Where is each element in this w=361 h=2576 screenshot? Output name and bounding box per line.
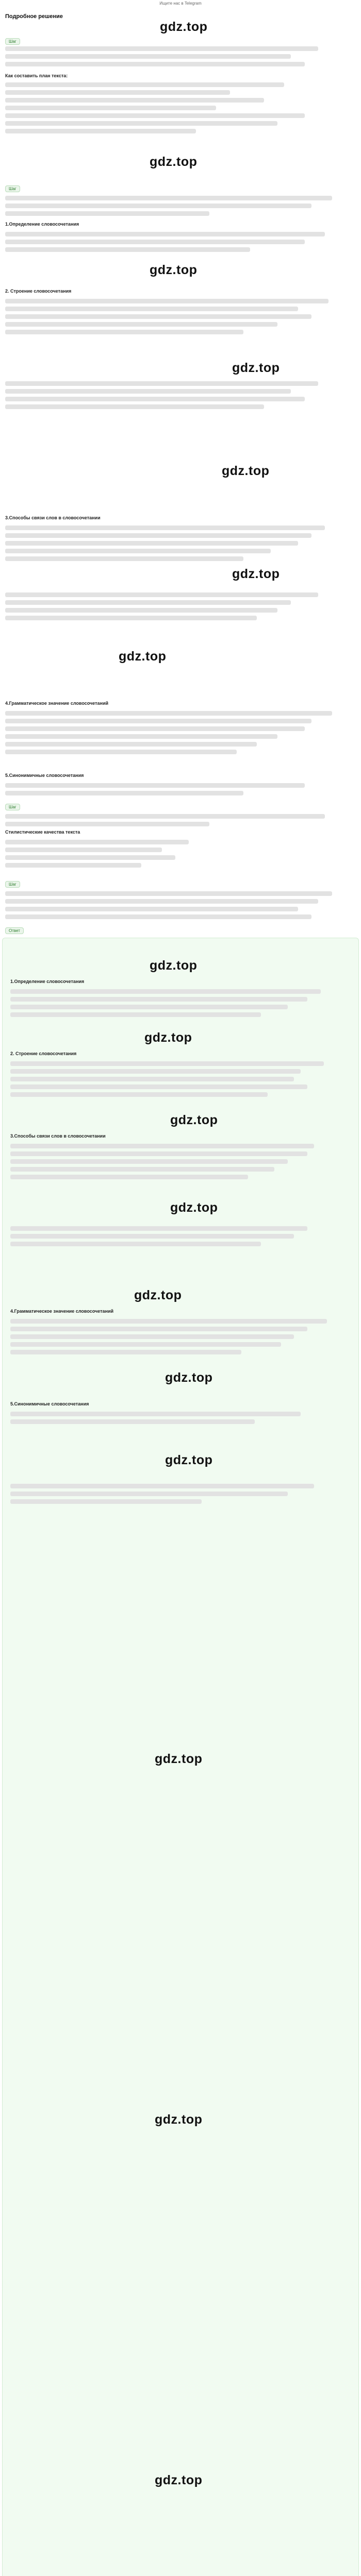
text-block (10, 1484, 340, 1507)
answer-section-heading-2: 2. Строение словосочетания (10, 1051, 77, 1056)
text-block (5, 814, 346, 829)
watermark: gdz.top (150, 155, 198, 169)
answer-section-heading-3: 3.Способы связи слов в словосочетании (10, 1133, 106, 1139)
text-block (5, 840, 346, 871)
step-badge: Шаг (5, 881, 20, 888)
watermark: gdz.top (144, 1030, 192, 1045)
watermark: gdz.top (232, 567, 280, 581)
section-heading-6: Стилистические качества текста (5, 829, 80, 835)
watermark: gdz.top (150, 263, 198, 277)
watermark: gdz.top (170, 1200, 218, 1215)
section-heading-4: 4.Грамматическое значение словосочетаний (5, 701, 109, 706)
list-heading: Как составить план текста: (5, 73, 68, 78)
text-block (5, 196, 346, 219)
answer-badge: Ответ (5, 927, 24, 934)
text-block (5, 891, 346, 922)
watermark: gdz.top (119, 649, 167, 664)
text-block (10, 1319, 340, 1358)
text-block (5, 381, 346, 412)
answer-section-heading-4: 4.Грамматическое значение словосочетаний (10, 1309, 114, 1314)
text-block (10, 1061, 340, 1100)
text-block (10, 1226, 340, 1249)
watermark: gdz.top (150, 958, 198, 973)
section-heading-5: 5.Синонимичные словосочетания (5, 773, 84, 778)
watermark: gdz.top (134, 1288, 182, 1302)
text-block (5, 592, 346, 623)
text-block (10, 1144, 340, 1182)
text-block (5, 526, 346, 564)
page-title: Подробное решение (5, 13, 63, 20)
text-block (5, 46, 346, 70)
step-badge: Шаг (5, 804, 20, 810)
text-block (5, 711, 346, 757)
watermark: gdz.top (155, 2473, 203, 2487)
watermark: gdz.top (155, 1752, 203, 1766)
text-block (5, 82, 346, 137)
watermark: gdz.top (160, 20, 208, 34)
watermark: gdz.top (232, 361, 280, 375)
step-badge: Шаг (5, 185, 20, 192)
section-heading-2: 2. Строение словосочетания (5, 289, 72, 294)
watermark: gdz.top (170, 1113, 218, 1127)
watermark: gdz.top (165, 1370, 213, 1385)
watermark: gdz.top (165, 1453, 213, 1467)
text-block (5, 232, 346, 255)
answer-section-heading-5: 5.Синонимичные словосочетания (10, 1401, 89, 1406)
telegram-link[interactable]: Ищите нас в Telegram (159, 1, 202, 6)
step-badge: Шаг (5, 38, 20, 45)
watermark: gdz.top (222, 464, 270, 478)
watermark: gdz.top (155, 2112, 203, 2127)
text-block (10, 989, 340, 1020)
section-heading-1: 1.Определение словосочетания (5, 222, 79, 227)
section-heading-3: 3.Способы связи слов в словосочетании (5, 515, 101, 520)
answer-section-heading-1: 1.Определение словосочетания (10, 979, 85, 984)
text-block (10, 1412, 340, 1427)
text-block (5, 299, 346, 337)
text-block (5, 783, 346, 799)
